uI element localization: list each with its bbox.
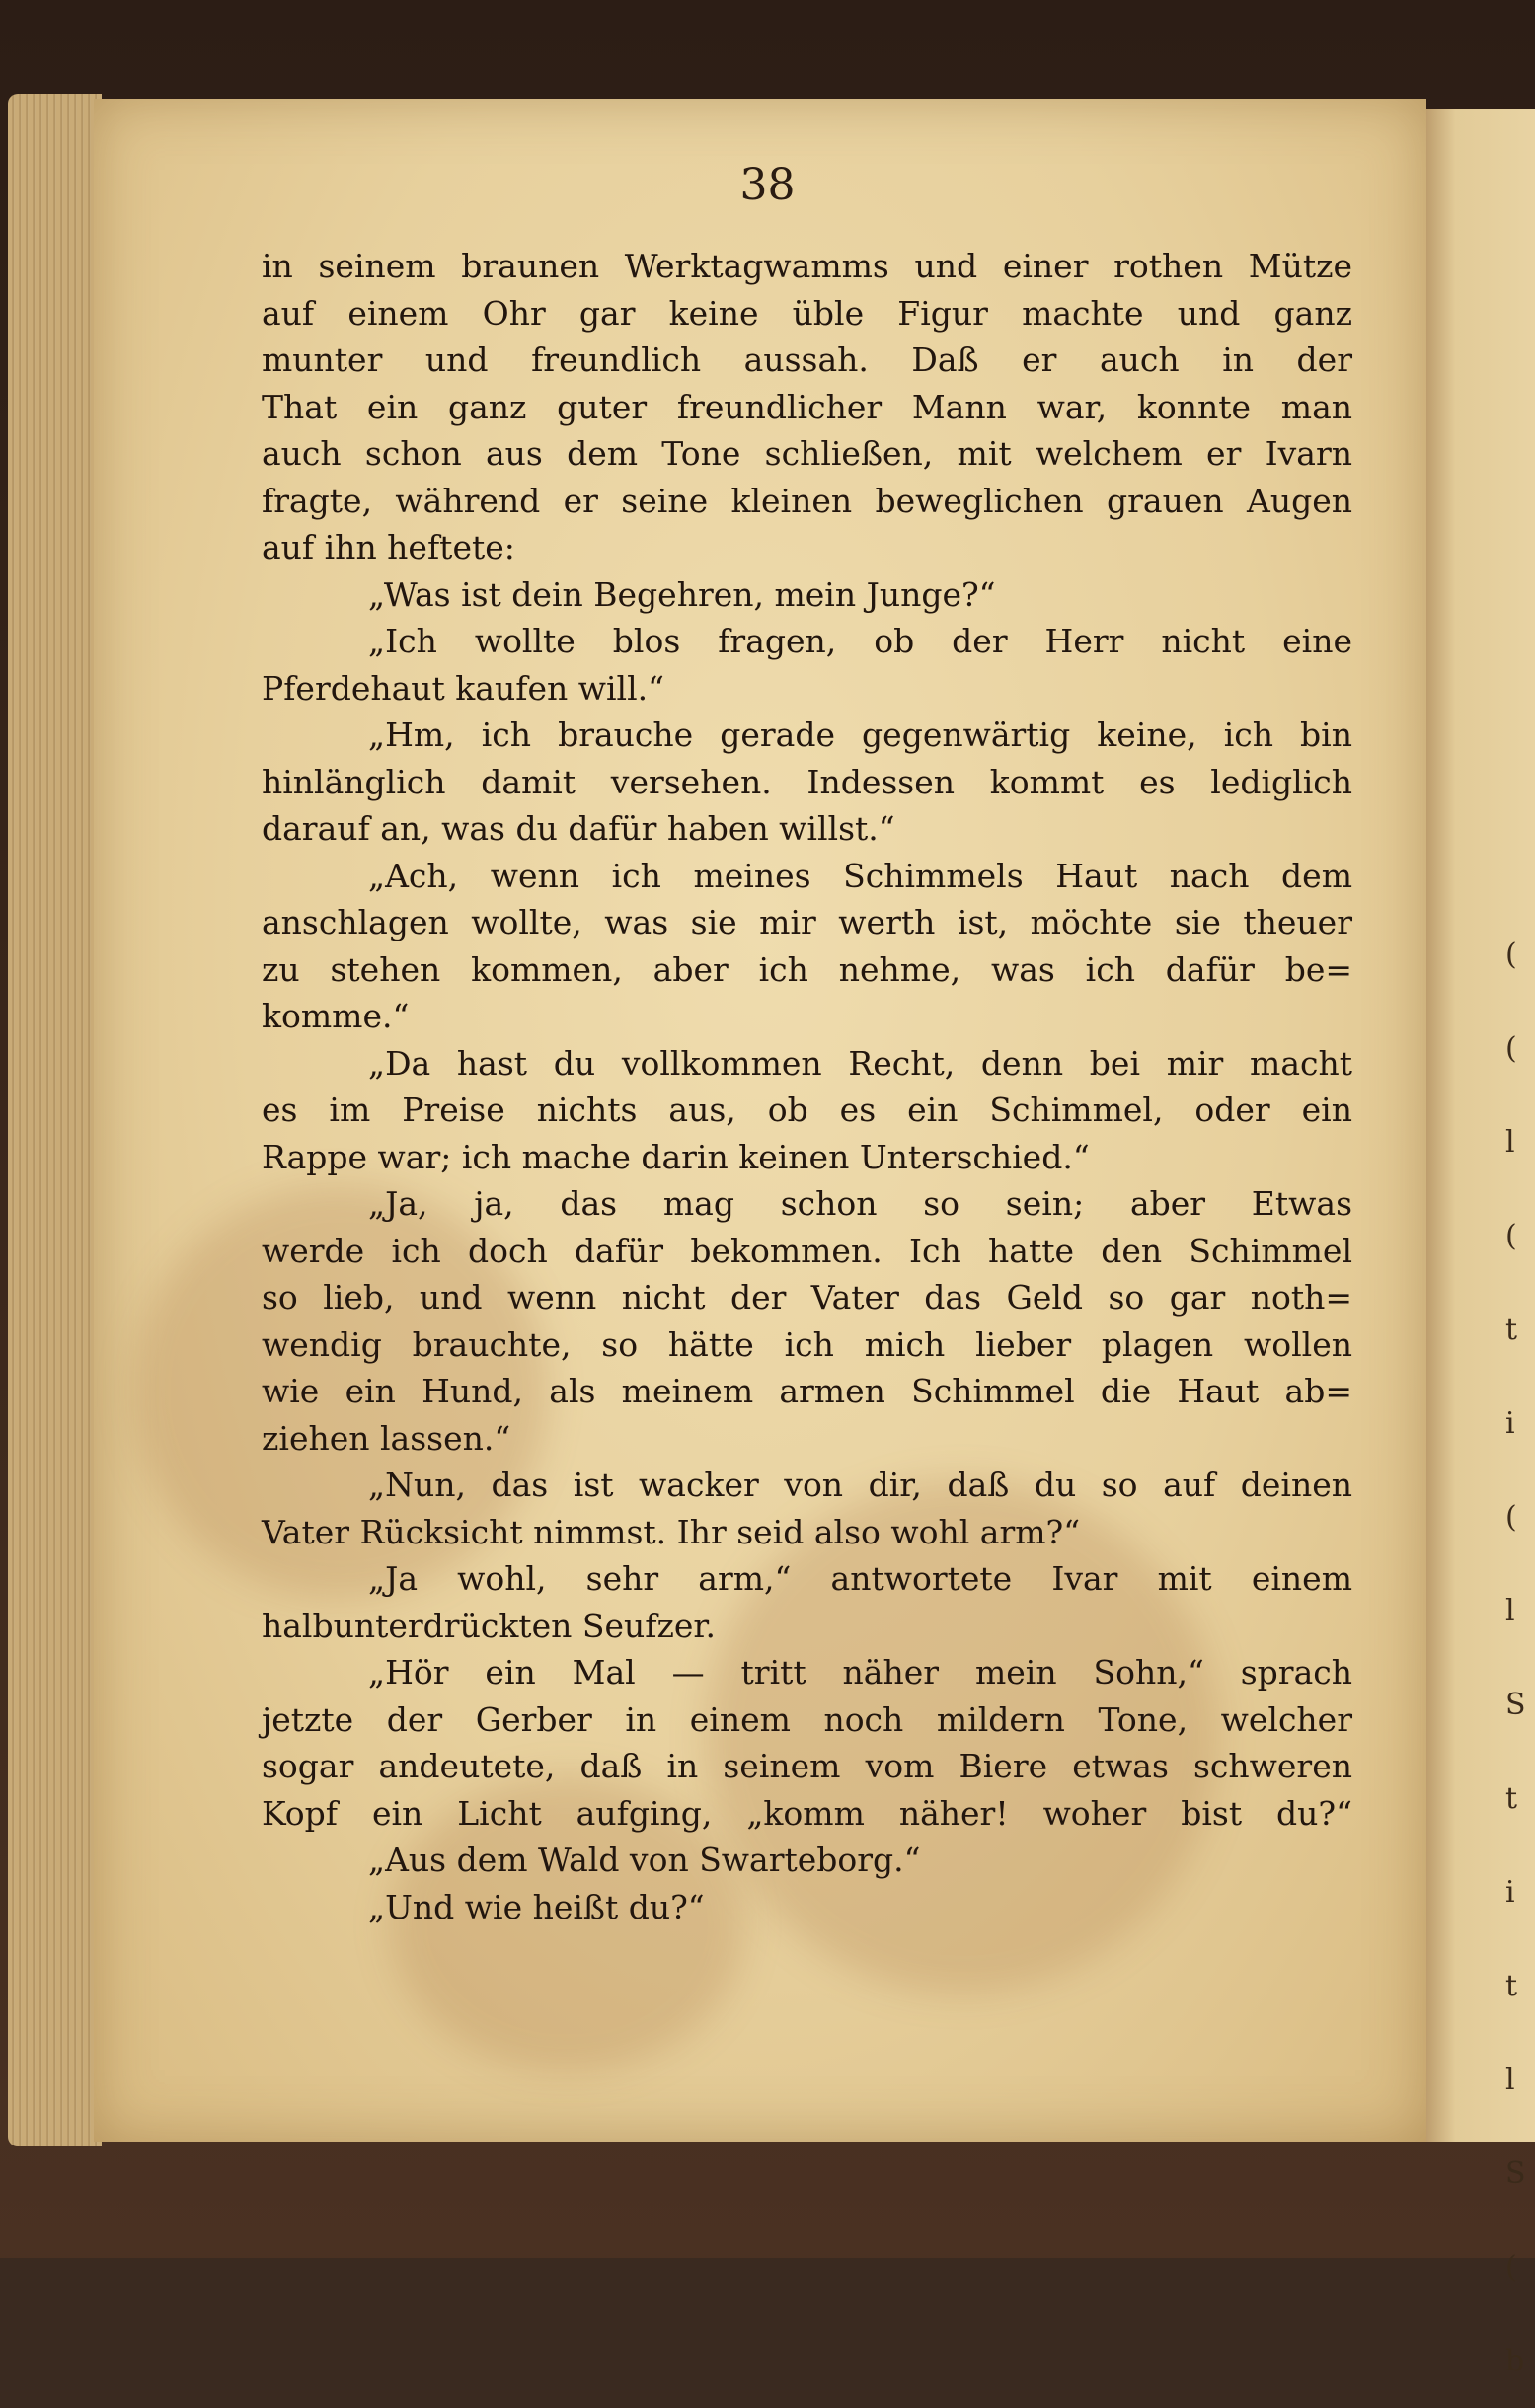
text-line: „Ja, ja, das mag schon so sein; aber Etwas — [368, 1184, 1352, 1223]
margin-char: b — [1505, 2344, 1525, 2378]
body-text — [262, 243, 1352, 1930]
text-line: ziehen lassen.“ — [262, 1418, 511, 1458]
text-line: komme.“ — [262, 997, 410, 1035]
margin-char: i — [1505, 1406, 1515, 1441]
text-line: „Ich wollte blos fragen, ob der Herr nicht eine — [368, 622, 1352, 660]
text-line: „Und wie heißt du?“ — [368, 1887, 705, 1926]
text-line: halbunterdrückten Seufzer. — [262, 1606, 717, 1645]
margin-char: l — [1505, 1594, 1515, 1628]
text-line: fragte, während er seine kleinen beweglichen grauen Augen — [262, 481, 1352, 520]
text-line: „Was ist dein Begehren, mein Junge?“ — [368, 574, 996, 614]
margin-char: i — [1505, 1875, 1515, 1910]
next-page-margin-chars — [1505, 908, 1535, 2408]
text-line: auf einem Ohr gar keine üble Figur machte und ganz — [262, 293, 1352, 333]
text-line: „Ja wohl, sehr arm,“ antwortete Ivar mit einem — [368, 1559, 1352, 1598]
text-line: „Ach, wenn ich meines Schimmels Haut nach dem — [368, 856, 1352, 895]
text-line: Rappe war; ich mache darin keinen Unterschied.“ — [262, 1137, 1090, 1176]
text-line: hinlänglich damit versehen. Indessen kommt es lediglich — [262, 762, 1352, 801]
text-line: wendig brauchte, so hätte ich mich lieber plagen wollen — [262, 1324, 1352, 1364]
text-line: That ein ganz guter freundlicher Mann war, konnte man — [262, 387, 1352, 426]
text-line: zu stehen kommen, aber ich nehme, was ich dafür be= — [262, 949, 1352, 989]
text-line: auf ihn heftete: — [262, 528, 515, 566]
text-line: in seinem braunen Werktagwamms und einer rothen Mütze — [262, 247, 1352, 285]
text-line: sogar andeutete, daß in seinem vom Biere etwas schweren — [262, 1747, 1352, 1785]
text-line: Pferdehaut kaufen will.“ — [262, 668, 664, 708]
page-number: 38 — [739, 160, 796, 210]
text-line: jetzte der Gerber in einem noch mildern Tone, welcher — [262, 1699, 1352, 1739]
text-line: Vater Rücksicht nimmst. Ihr seid also wohl arm?“ — [262, 1512, 1081, 1551]
margin-char: ( — [1505, 1031, 1517, 1066]
margin-char: l — [1505, 1125, 1515, 1160]
margin-char: l — [1505, 2063, 1515, 2097]
text-line: „Nun, das ist wacker von dir, daß du so auf deinen — [368, 1466, 1352, 1504]
margin-char: t — [1505, 1313, 1518, 1347]
text-line: „Da hast du vollkommen Recht, denn bei mir macht — [368, 1043, 1352, 1083]
margin-char: t — [1505, 1781, 1518, 1816]
margin-char: ( — [1505, 1500, 1517, 1535]
text-line: auch schon aus dem Tone schließen, mit welchem er Ivarn — [262, 434, 1352, 473]
text-line: werde ich doch dafür bekommen. Ich hatte den Schimmel — [262, 1231, 1352, 1270]
margin-char: t — [1505, 1969, 1518, 2003]
text-line: „Aus dem Wald von Swarteborg.“ — [368, 1841, 921, 1879]
margin-char: S — [1505, 1688, 1526, 1722]
text-line: wie ein Hund, als meinem armen Schimmel die Haut ab= — [262, 1372, 1352, 1410]
text-line: darauf an, was du dafür haben willst.“ — [262, 809, 895, 848]
text-line: „Hm, ich brauche gerade gegenwärtig keine, ich bin — [368, 715, 1352, 754]
text-line: „Hör ein Mal — tritt näher mein Sohn,“ sprach — [368, 1653, 1352, 1692]
text-line: anschlagen wollte, was sie mir werth ist, möchte sie theuer — [262, 903, 1352, 941]
margin-char: ( — [1505, 938, 1517, 972]
margin-char: ( — [1505, 2250, 1517, 2285]
page-edges — [8, 94, 102, 2146]
margin-char: ( — [1505, 1219, 1517, 1253]
text-line: so lieb, und wenn nicht der Vater das Geld so gar noth= — [262, 1278, 1352, 1317]
text-line: munter und freundlich aussah. Daß er auch in der — [262, 340, 1352, 379]
text-line: es im Preise nichts aus, ob es ein Schimmel, oder ein — [262, 1091, 1352, 1129]
margin-char: S — [1505, 2156, 1526, 2191]
text-line: Kopf ein Licht aufging, „komm näher! woher bist du?“ — [262, 1793, 1352, 1833]
